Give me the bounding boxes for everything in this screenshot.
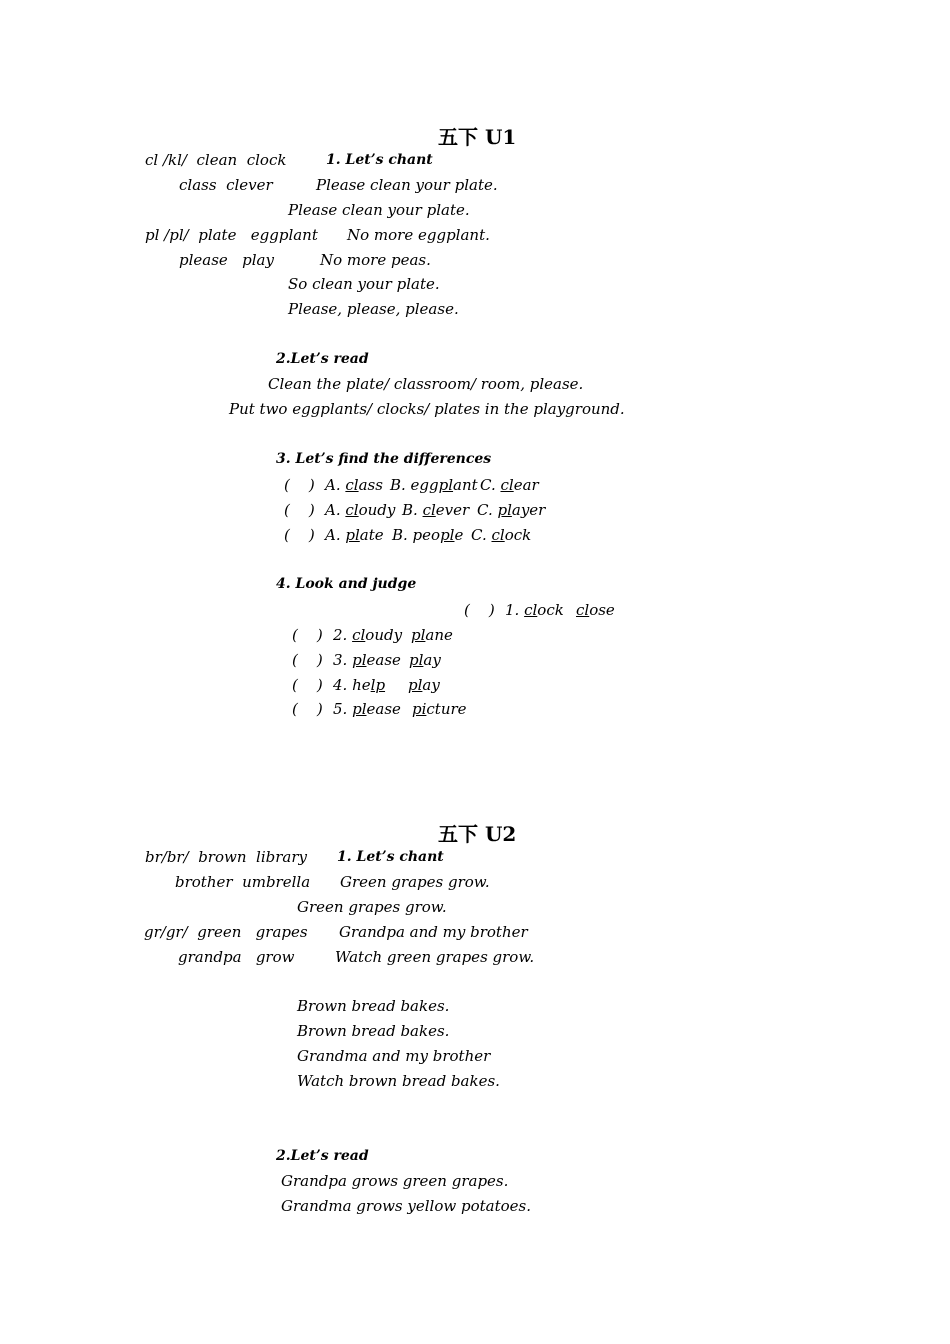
u1-chant-line: So clean your plate. bbox=[288, 275, 440, 293]
answer-bracket: ( ) bbox=[284, 476, 315, 494]
option-c bbox=[477, 501, 545, 519]
u2-chant-line: Green grapes grow. bbox=[340, 873, 490, 891]
answer-bracket: ( ) bbox=[292, 700, 323, 718]
option-c-word: C. clock bbox=[471, 526, 532, 544]
judge-word: play bbox=[409, 651, 441, 669]
answer-bracket: ( ) bbox=[464, 601, 495, 619]
u1-title: 五下 U1 bbox=[438, 125, 517, 149]
u2-read-heading: 2.Let’s read bbox=[276, 1148, 369, 1164]
u1-cl-phonics: cl /kl/ clean clock bbox=[145, 151, 287, 169]
option-b-word: B. people bbox=[392, 526, 464, 544]
u2-chant-line: Brown bread bakes. bbox=[297, 1022, 450, 1040]
answer-bracket: ( ) bbox=[292, 651, 323, 669]
option-b-word: B. clever bbox=[402, 501, 470, 519]
judge-word-1: 2. cloudy bbox=[333, 626, 403, 644]
u2-chant-line: Green grapes grow. bbox=[297, 898, 447, 916]
u1-read-line: Clean the plate/ classroom/ room, please. bbox=[268, 375, 584, 393]
u2-br-phonics: br/br/ brown library bbox=[145, 848, 307, 866]
judge-word: please bbox=[352, 700, 401, 718]
u2-gr-phonics: gr/gr/ green grapes bbox=[144, 923, 308, 941]
u1-cl-words: class clever bbox=[179, 176, 273, 194]
u2-chant-line: Brown bread bakes. bbox=[297, 997, 450, 1015]
judge-word-2 bbox=[576, 601, 615, 619]
answer-bracket: ( ) bbox=[284, 526, 315, 544]
u2-title: 五下 U2 bbox=[438, 822, 517, 846]
u2-chant-line: Grandma and my brother bbox=[297, 1047, 491, 1065]
u2-chant-line: Watch green grapes grow. bbox=[335, 948, 535, 966]
answer-bracket: ( ) bbox=[292, 676, 323, 694]
u1-chant-heading: 1. Let’s chant bbox=[326, 152, 433, 168]
u2-br-words: brother umbrella bbox=[175, 873, 311, 891]
judge-word-1: 3. please bbox=[333, 651, 401, 669]
u1-pl-words: please play bbox=[179, 251, 274, 269]
u1-judge-heading: 4. Look and judge bbox=[276, 576, 417, 592]
judge-word-2 bbox=[409, 651, 441, 669]
judge-word: play bbox=[408, 676, 440, 694]
option-c-word: C. player bbox=[477, 501, 546, 519]
u2-read-line: Grandma grows yellow potatoes. bbox=[281, 1197, 531, 1215]
u2-chant-line: Grandpa and my brother bbox=[339, 923, 528, 941]
judge-word-1: 5. please bbox=[333, 700, 401, 718]
u2-read-line: Grandpa grows green grapes. bbox=[281, 1172, 509, 1190]
u1-chant-line: Please clean your plate. bbox=[316, 176, 498, 194]
option-b bbox=[392, 526, 463, 544]
option-a-word: A. class bbox=[325, 476, 383, 494]
judge-word-2 bbox=[411, 626, 453, 644]
option-a-word: A. plate bbox=[325, 526, 384, 544]
u2-gr-words: grandpa grow bbox=[178, 948, 295, 966]
option-b bbox=[402, 501, 469, 519]
answer-bracket: ( ) bbox=[284, 501, 315, 519]
judge-word: close bbox=[576, 601, 615, 619]
option-c-word: C. clear bbox=[480, 476, 539, 494]
judge-word-2 bbox=[408, 676, 440, 694]
u1-chant-line: Please clean your plate. bbox=[288, 201, 470, 219]
u1-chant-line: No more peas. bbox=[320, 251, 431, 269]
u1-chant-line: No more eggplant. bbox=[347, 226, 490, 244]
judge-word-1: 4. help bbox=[333, 676, 386, 694]
option-b bbox=[390, 476, 478, 494]
judge-word: please bbox=[352, 651, 401, 669]
judge-word: picture bbox=[412, 700, 467, 718]
judge-word-2 bbox=[412, 700, 467, 718]
u2-chant-line: Watch brown bread bakes. bbox=[297, 1072, 500, 1090]
option-a bbox=[325, 501, 395, 519]
u1-chant-line: Please, please, please. bbox=[288, 300, 459, 318]
u1-read-heading: 2.Let’s read bbox=[276, 351, 369, 367]
judge-word: plane bbox=[411, 626, 453, 644]
judge-word: clock bbox=[524, 601, 564, 619]
option-c bbox=[480, 476, 539, 494]
u1-pl-phonics: pl /pl/ plate eggplant bbox=[145, 226, 318, 244]
judge-word-1: 1. clock bbox=[505, 601, 564, 619]
judge-word: cloudy bbox=[352, 626, 403, 644]
option-c bbox=[471, 526, 531, 544]
u1-diff-heading: 3. Let’s find the differences bbox=[276, 451, 492, 467]
option-a-word: A. cloudy bbox=[325, 501, 396, 519]
u1-read-line: Put two eggplants/ clocks/ plates in the playground. bbox=[229, 400, 625, 418]
u2-chant-heading: 1. Let’s chant bbox=[337, 849, 444, 865]
judge-word: help bbox=[352, 676, 386, 694]
answer-bracket: ( ) bbox=[292, 626, 323, 644]
option-b-word: B. eggplant bbox=[390, 476, 478, 494]
option-a bbox=[325, 526, 384, 544]
option-a bbox=[325, 476, 383, 494]
